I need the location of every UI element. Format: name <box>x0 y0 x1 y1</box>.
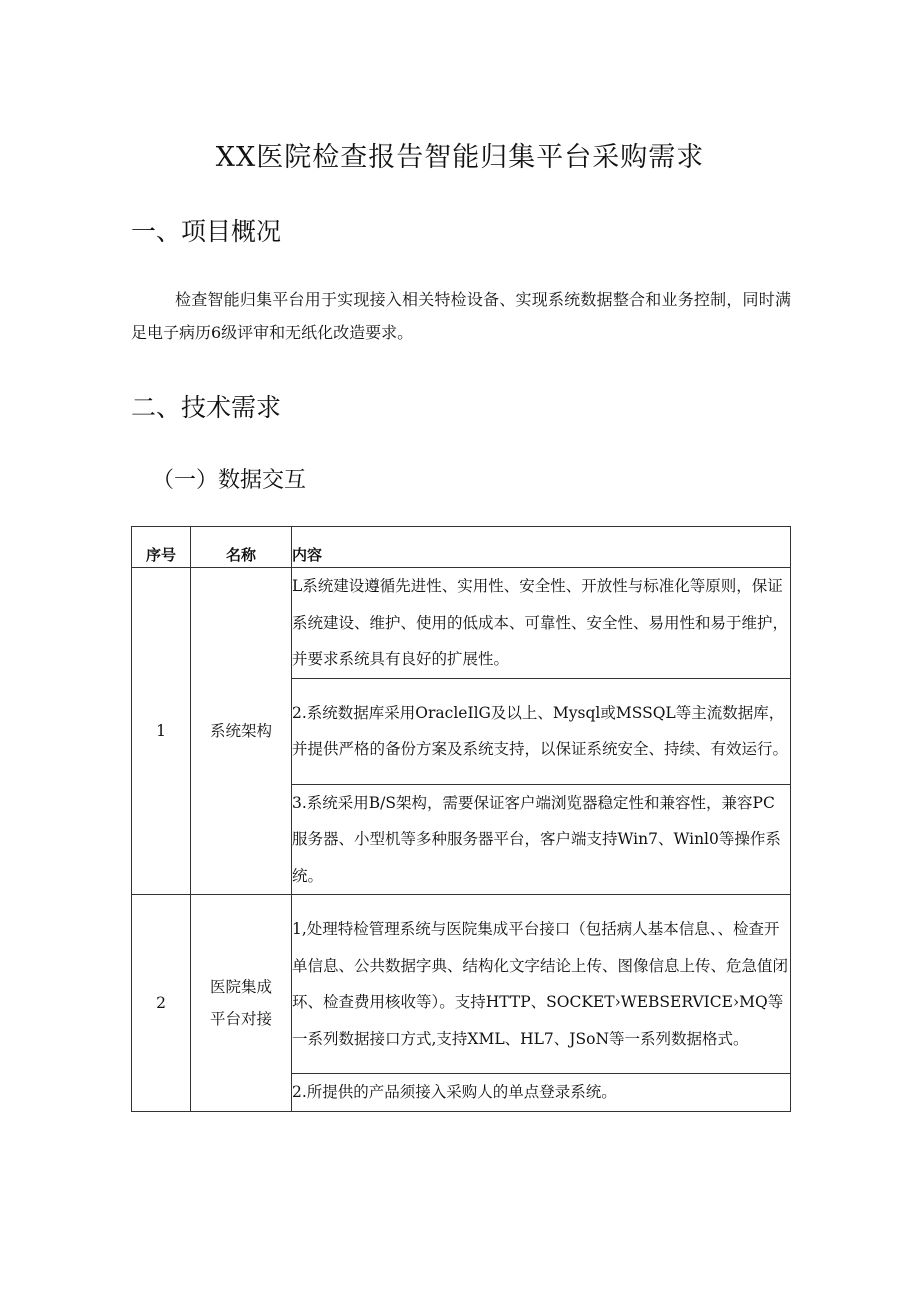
header-name: 名称 <box>191 527 292 568</box>
table-row <box>132 895 791 1074</box>
row-name-line: 医院集成 <box>209 977 272 996</box>
section-heading-overview: 一、项目概况 <box>131 217 282 246</box>
requirement-item: 1,处理特检管理系统与医院集成平台接口（包括病人基本信息、、检查开单信息、公共数据字典、结构化文字结论上传、图像信息上传、危急值闭环、检查费用核收等）。支持HTTP、SOCKET›WEBSERVICE›MQ等一系列数据接口方式,支持XML、HL7、JSoN等一系列数据格式。 <box>292 895 791 1074</box>
row-name-line: 平台对接 <box>209 1009 272 1028</box>
table-header-row <box>132 527 791 568</box>
requirement-item: 3.系统采用B/S架构，需要保证客户端浏览器稳定性和兼容性，兼容PC服务器、小型机等多种服务器平台，客户端支持Win7、Winl0等操作系统。 <box>292 784 791 895</box>
header-content: 内容 <box>292 527 791 568</box>
document-title: XX医院检查报告智能归集平台采购需求 <box>215 142 705 173</box>
row-name <box>191 895 292 1112</box>
requirement-item: 2.系统数据库采用OracleIlG及以上、Mysql或MSSQL等主流数据库，并提供严格的备份方案及系统支持，以保证系统安全、持续、有效运行。 <box>292 678 791 784</box>
section-heading-tech-requirements: 二、技术需求 <box>131 393 282 422</box>
row-number: 1 <box>132 568 191 895</box>
row-number: 2 <box>132 895 191 1112</box>
requirement-item: L系统建设遵循先进性、实用性、安全性、开放性与标准化等原则，保证系统建设、维护、使用的低成本、可靠性、安全性、易用性和易于维护，并要求系统具有良好的扩展性。 <box>292 568 791 679</box>
subsection-heading-data-exchange: （一）数据交互 <box>152 468 307 493</box>
row-name: 系统架构 <box>191 568 292 895</box>
header-serial-number: 序号 <box>132 527 191 568</box>
requirement-item: 2.所提供的产品须接入采购人的单点登录系统。 <box>292 1074 791 1112</box>
overview-paragraph: 检查智能归集平台用于实现接入相关特检设备、实现系统数据整合和业务控制，同时满足电子病历6级评审和无纸化改造要求。 <box>131 290 791 342</box>
requirements-table <box>131 526 791 1112</box>
table-row <box>132 568 791 679</box>
